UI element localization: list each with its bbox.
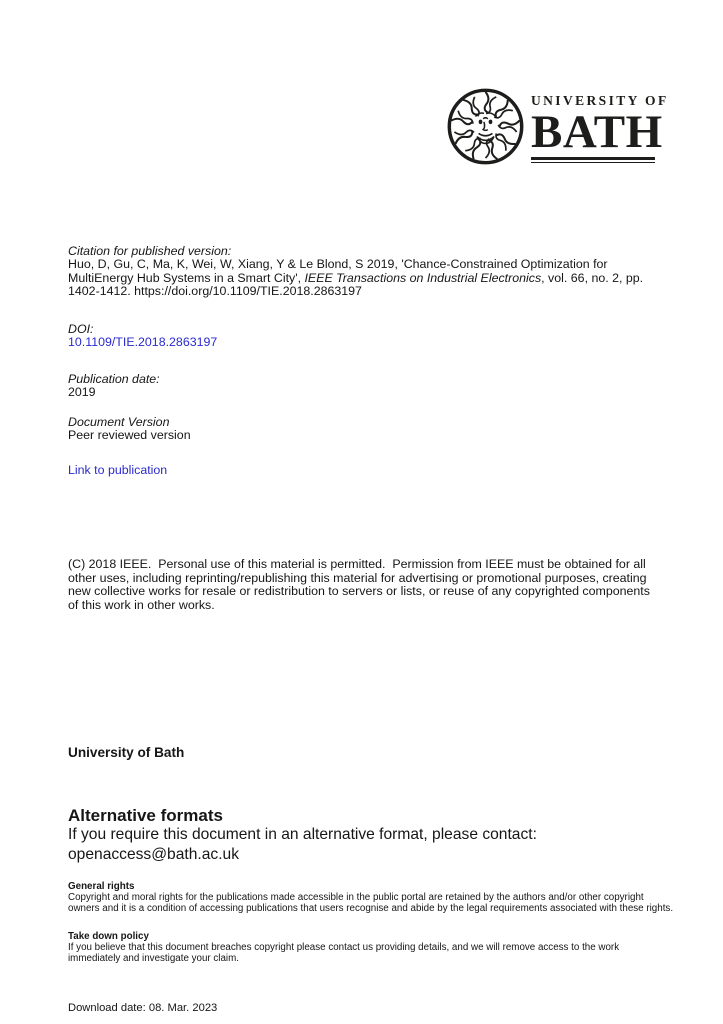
alternative-formats-heading: Alternative formats [68,806,223,825]
citation-post-journal: , vol. 66, no. 2, pp. 1402-1412. https://doi.org/10.1109/TIE.2018.2863197 [68,270,644,299]
citation-journal-title: IEEE Transactions on Industrial Electronics [304,270,542,285]
general-rights-body: Copyright and moral rights for the publications made accessible in the public portal are retained by the authors and/or other copyright owners and it is a condition of accessing publications that users recognise and abide by the legal requirements associated with these rights. [68,892,674,914]
bath-sun-face-emblem-icon [447,88,524,165]
take-down-policy-heading: Take down policy [68,931,149,942]
citation-text [68,258,660,299]
alternative-formats-text [68,825,660,865]
citation-pre-journal: Huo, D, Gu, C, Ma, K, Wei, W, Xiang, Y & Le Blond, S 2019, 'Chance-Constrained Optimization for MultiEnergy Hub Systems in a Smart City', [68,257,608,285]
publication-date-label: Publication date: [68,372,160,386]
logo-double-underline [531,157,655,163]
general-rights-heading: General rights [68,881,135,892]
document-version-label: Document Version [68,415,170,429]
download-date: Download date: 08. Mar. 2023 [68,1002,218,1014]
university-of-bath-heading: University of Bath [68,745,185,760]
logo-university-of-label: UNIVERSITY OF [531,93,669,108]
take-down-policy-body: If you believe that this document breaches copyright please contact us providing details, and we will remove access to the work immediately and investigate your claim. [68,942,620,964]
publication-date-value: 2019 [68,385,96,399]
bath-logo [447,88,669,165]
doi-link-row [68,336,660,350]
alternative-formats-line1: If you require this document in an alternative format, please contact: [68,826,537,843]
link-to-publication[interactable]: Link to publication [68,463,168,477]
alternative-formats-email: openaccess@bath.ac.uk [68,846,240,863]
doi-link[interactable]: 10.1109/TIE.2018.2863197 [68,335,218,349]
logo-bath-wordmark: BATH [531,106,663,158]
citation-label: Citation for published version: [68,244,232,258]
copyright-notice: (C) 2018 IEEE. Personal use of this material is permitted. Permission from IEEE must be obtained for all other uses, including reprinting/republishing this material for advertising or promotional purposes, creating new collective works for resale or redistribution to servers or lists, or reuse of any copyrighted components of this work in other works. [68,557,654,612]
bath-logo-text [531,88,669,163]
doi-label: DOI: [68,322,94,336]
link-to-publication-row [68,464,660,478]
document-version-value: Peer reviewed version [68,428,191,442]
